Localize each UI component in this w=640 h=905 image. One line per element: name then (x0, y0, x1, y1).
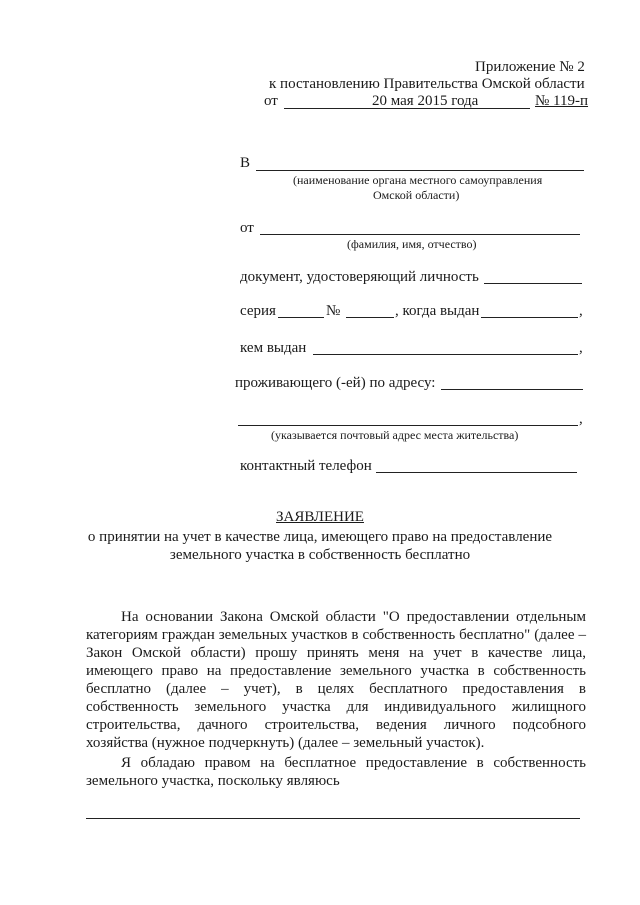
issued-by-label: кем выдан (240, 340, 307, 356)
decree-from-label: от (264, 93, 278, 109)
from-label: от (240, 220, 254, 236)
number-field[interactable] (346, 317, 394, 318)
document-title (0, 509, 640, 526)
issued-when-label: , когда выдан (395, 303, 480, 319)
to-label: В (240, 155, 251, 171)
decree-number: № 119-п (535, 93, 589, 109)
address-field[interactable] (441, 389, 583, 390)
title-subheading-2: земельного участка в собственность бесплатно (169, 547, 471, 563)
decree-date: 20 мая 2015 года (372, 93, 479, 109)
decree-reference: к постановлению Правительства Омской области (269, 76, 585, 92)
id-document-field[interactable] (484, 283, 582, 284)
title-subheading-1: о принятии на учет в качестве лица, имеющего право на предоставление (87, 529, 553, 545)
address-caption: (указывается почтовый адрес места жительства) (271, 428, 519, 442)
fio-field[interactable] (260, 234, 580, 235)
comma: , (579, 411, 583, 427)
organ-caption-2: Омской области) (373, 188, 460, 202)
paragraph-1-line: На основании Закона Омской области "О предоставлении отдельным (121, 609, 586, 625)
paragraph-1-line: строительства, дачного строительства, ведения личного подсобного (86, 717, 586, 733)
number-label: № (326, 303, 341, 319)
paragraph-1-line: категориям граждан земельных участков в собственность бесплатно" (далее – (86, 627, 586, 643)
fio-caption: (фамилия, имя, отчество) (347, 237, 477, 251)
paragraph-2-line: Я обладаю правом на бесплатное предоставление в собственность (121, 755, 586, 771)
series-field[interactable] (278, 317, 324, 318)
organ-name-field[interactable] (256, 170, 584, 171)
address-field-continued[interactable] (238, 425, 578, 426)
paragraph-1-line: Закон Омской области) прошу принять меня на учет в качестве лица, (86, 645, 586, 661)
appendix-label: Приложение № 2 (475, 59, 585, 75)
issued-when-field[interactable] (481, 317, 578, 318)
id-document-label: документ, удостоверяющий личность (240, 269, 479, 285)
organ-caption-1: (наименование органа местного самоуправления (293, 173, 543, 187)
comma: , (579, 303, 583, 319)
phone-field[interactable] (376, 472, 577, 473)
paragraph-1-line: бесплатно (далее – учет), в целях бесплатного предоставления в (86, 681, 586, 697)
issued-by-field[interactable] (313, 354, 578, 355)
phone-label: контактный телефон (240, 458, 372, 474)
paragraph-1-last-line: хозяйства (нужное подчеркнуть) (далее – земельный участок). (86, 735, 485, 751)
address-label: проживающего (-ей) по адресу: (235, 375, 436, 391)
title-heading: ЗАЯВЛЕНИЕ (276, 509, 364, 525)
series-label: серия (240, 303, 276, 319)
comma: , (579, 340, 583, 356)
paragraph-1-line: имеющего право на предоставление земельного участка в собственность (86, 663, 586, 679)
paragraph-2-last-line: земельного участка, поскольку являюсь (86, 773, 340, 789)
paragraph-1-line: собственность земельного участка для индивидуального жилищного (86, 699, 586, 715)
category-field[interactable] (86, 818, 580, 819)
